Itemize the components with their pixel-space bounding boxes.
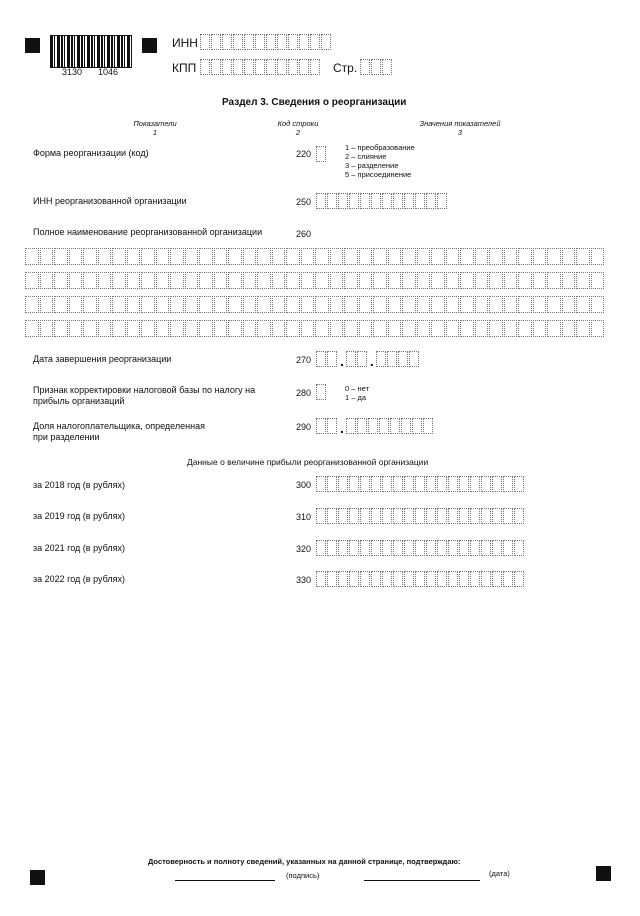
corner-marker-top-left [25,38,40,53]
row-260-name-grid[interactable] [25,248,607,344]
row-220-option-1: 1 – преобразование [345,143,415,152]
row-280-code: 280 [296,388,312,398]
signature-label: (подпись) [286,871,320,880]
date-line[interactable] [364,880,480,881]
row-290-label-line-1: Доля налогоплательщика, определенная [33,421,205,431]
row-250-cells[interactable] [316,193,448,209]
row-220-code: 220 [296,149,312,159]
section-title: Раздел 3. Сведения о реорганизации [222,97,407,108]
row-220-option-3: 3 – разделение [345,161,399,170]
page-label: Стр. [333,61,358,75]
profit-row-cells[interactable] [316,571,525,587]
column-header-values [400,119,520,137]
name-grid-row[interactable] [25,296,607,313]
corner-marker-bottom-right [596,866,611,881]
row-270-code: 270 [296,355,312,365]
page-number-cells[interactable] [360,59,393,75]
row-270-label: Дата завершения реорганизации [33,354,172,364]
profit-row-label: за 2021 год (в рублях) [33,543,125,553]
column-header-indicators-num: 1 [152,128,158,137]
column-header-code-num: 2 [295,128,301,137]
decimal-separator: . [340,420,344,436]
row-220-label: Форма реорганизации (код) [33,148,149,158]
column-header-indicators-label: Показатели [133,119,177,128]
row-280-label-line-1: Признак корректировки налоговой базы по налогу на [33,385,256,395]
profit-row-code: 310 [296,512,312,522]
signature-line[interactable] [175,880,275,881]
corner-marker-top-right [142,38,157,53]
row-220-option-4: 5 – присоединение [345,170,412,179]
profit-row-cells[interactable] [316,540,525,556]
date-separator: . [369,353,374,369]
kpp-cells[interactable] [200,59,321,75]
profit-row-label: за 2019 год (в рублях) [33,511,125,521]
row-280-option-1: 0 – нет [345,384,370,393]
row-290-code: 290 [296,422,312,432]
name-grid-row[interactable] [25,272,607,289]
profit-row-code: 320 [296,544,312,554]
row-290-share-cells[interactable] [316,418,434,434]
row-290-label-line-2: при разделении [33,432,100,442]
profit-row-cells[interactable] [316,508,525,524]
row-270-date-cells[interactable] [316,351,420,367]
profit-row-code: 300 [296,480,312,490]
profit-row-cells[interactable] [316,476,525,492]
inn-cells[interactable] [200,34,332,50]
barcode-number-1: 3130 [62,67,83,77]
column-header-code-label: Код строки [277,119,319,128]
column-header-values-num: 3 [457,128,463,137]
date-separator: . [340,353,344,369]
row-250-label: ИНН реорганизованной организации [33,196,187,206]
name-grid-row[interactable] [25,320,607,337]
profit-row-label: за 2022 год (в рублях) [33,574,125,584]
row-250-code: 250 [296,197,312,207]
column-header-values-label: Значения показателей [419,119,501,128]
confirmation-text: Достоверность и полноту сведений, указанных на данной странице, подтверждаю: [148,857,461,866]
profit-row-label: за 2018 год (в рублях) [33,480,125,490]
profit-section-header: Данные о величине прибыли реорганизованной организации [187,457,429,467]
barcode [50,35,132,68]
name-grid-row[interactable] [25,248,607,265]
row-280-cell[interactable] [316,384,327,400]
row-220-option-2: 2 – слияние [345,152,387,161]
kpp-label: КПП [172,61,197,75]
column-header-code [268,119,328,137]
barcode-number-2: 1046 [98,67,119,77]
profit-row-code: 330 [296,575,312,585]
row-280-label-line-2: прибыль организаций [33,396,125,406]
column-header-indicators [115,119,195,137]
row-260-code: 260 [296,229,312,239]
inn-label: ИНН [172,36,198,50]
row-280-option-2: 1 – да [345,393,367,402]
row-260-label: Полное наименование реорганизованной организации [33,227,263,237]
row-220-cell[interactable] [316,146,327,162]
date-label: (дата) [489,869,510,878]
corner-marker-bottom-left [30,870,45,885]
